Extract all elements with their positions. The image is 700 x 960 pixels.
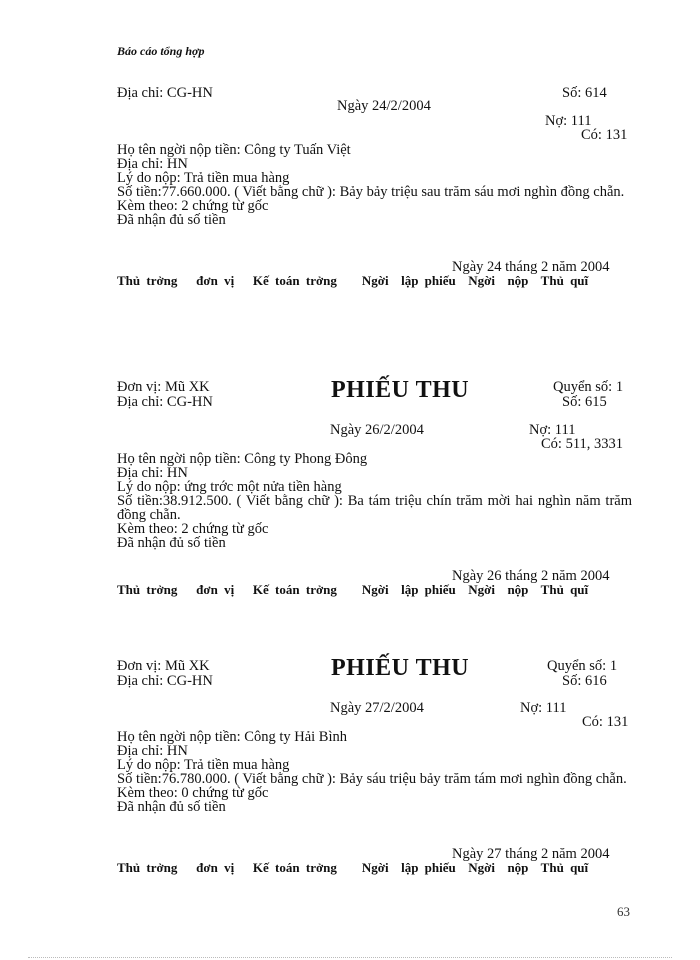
receipt-date: Ngày 24/2/2004 (337, 98, 431, 114)
receipt-credit: Có: 511, 3331 (541, 436, 624, 452)
signature-row: Thủ trởng đơn vị Kế toán trởng Ngời lập phiếu Ngời nộp Thủ quĩ (117, 273, 589, 288)
receipt-number: Số: 614 (562, 85, 607, 101)
receipt-title: PHIẾU THU (331, 377, 470, 403)
payment-amount: Số tiền:77.660.000. ( Viết bằng chữ ): Bảy bảy triệu sau trăm sáu mơi nghìn đồng chẵn. (117, 184, 625, 200)
sign-date: Ngày 26 tháng 2 năm 2004 (452, 568, 610, 584)
received-note: Đã nhận đủ số tiền (117, 212, 226, 228)
payment-reason: Lý do nộp: Trả tiền mua hàng (117, 170, 290, 186)
receipt-body (117, 730, 632, 814)
attached-documents: Kèm theo: 2 chứng từ gốc (117, 198, 269, 214)
payer-address: Địa chỉ: HN (117, 156, 188, 172)
receipt-number: Số: 615 (562, 394, 607, 410)
payer-name: Họ tên ngời nộp tiền: Công ty Hải Bình (117, 729, 347, 745)
signature-row: Thủ trởng đơn vị Kế toán trởng Ngời lập phiếu Ngời nộp Thủ quĩ (117, 582, 589, 597)
receipt-debit: Nợ: 111 (529, 422, 576, 438)
sign-date: Ngày 24 tháng 2 năm 2004 (452, 259, 610, 275)
receipt-address: Địa chỉ: CG-HN (117, 673, 213, 689)
payer-address: Địa chỉ: HN (117, 743, 188, 759)
footer-divider (28, 957, 672, 958)
receipt-debit: Nợ: 111 (520, 700, 567, 716)
sign-date: Ngày 27 tháng 2 năm 2004 (452, 846, 610, 862)
receipt-body (117, 143, 632, 227)
receipt-unit: Đơn vị: Mũ XK (117, 658, 210, 674)
receipt-book-number: Quyển số: 1 (547, 658, 618, 674)
payer-address: Địa chỉ: HN (117, 465, 188, 481)
payer-name: Họ tên ngời nộp tiền: Công ty Phong Đông (117, 451, 368, 467)
page-number: 63 (617, 904, 630, 919)
attached-documents: Kèm theo: 2 chứng từ gốc (117, 521, 269, 537)
receipt-number: Số: 616 (562, 673, 607, 689)
receipt-title: PHIẾU THU (331, 655, 470, 681)
payment-reason: Lý do nộp: Trả tiền mua hàng (117, 757, 290, 773)
received-note: Đã nhận đủ số tiền (117, 799, 226, 815)
signature-row: Thủ trởng đơn vị Kế toán trởng Ngời lập phiếu Ngời nộp Thủ quĩ (117, 860, 589, 875)
attached-documents: Kèm theo: 0 chứng từ gốc (117, 785, 269, 801)
receipt-date: Ngày 26/2/2004 (330, 422, 424, 438)
receipt-date: Ngày 27/2/2004 (330, 700, 424, 716)
payment-amount: Số tiền:76.780.000. ( Viết bằng chữ ): Bảy sáu triệu bảy trăm tám mơi nghìn đồng chẵn. (117, 771, 627, 787)
payment-reason: Lý do nộp: ứng trớc một nửa tiền hàng (117, 479, 342, 495)
payer-name: Họ tên ngời nộp tiền: Công ty Tuấn Việt (117, 142, 351, 158)
page-header-title: Báo cáo tổng hợp (117, 44, 205, 58)
received-note: Đã nhận đủ số tiền (117, 535, 226, 551)
receipt-body (117, 452, 632, 550)
receipt-credit: Có: 131 (581, 127, 628, 143)
receipt-address: Địa chỉ: CG-HN (117, 85, 213, 101)
receipt-debit: Nợ: 111 (545, 113, 592, 129)
payment-amount: Số tiền:38.912.500. ( Viết bằng chữ ): Ba tám triệu chín trăm mời hai nghìn năm trăm đồng chẵn. (117, 493, 632, 523)
receipt-credit: Có: 131 (582, 714, 629, 730)
receipt-book-number: Quyển số: 1 (553, 379, 624, 395)
receipt-unit: Đơn vị: Mũ XK (117, 379, 210, 395)
receipt-address: Địa chỉ: CG-HN (117, 394, 213, 410)
